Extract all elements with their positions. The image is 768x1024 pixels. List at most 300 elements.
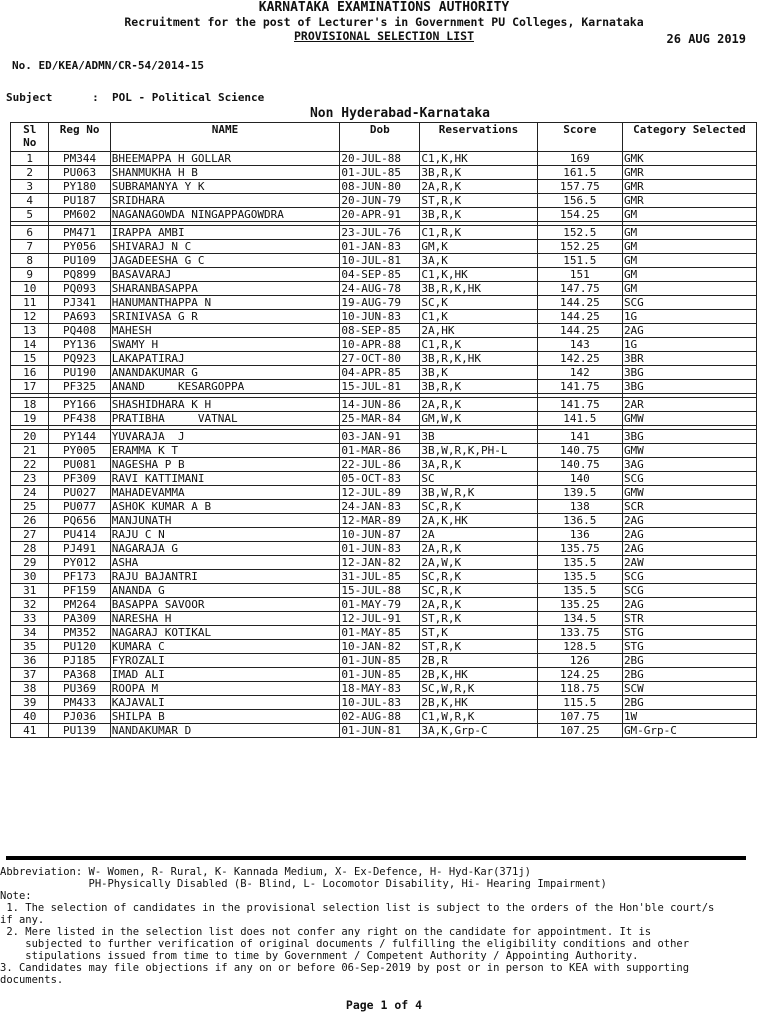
cell-score: 115.5 [537, 696, 622, 710]
table-row [11, 310, 757, 324]
cell-dob: 10-JUN-87 [340, 528, 420, 542]
cell-category: GMR [622, 180, 756, 194]
cell-dob: 12-JUL-89 [340, 486, 420, 500]
cell-score: 141.5 [537, 412, 622, 426]
cell-reservations: GM,W,K [420, 412, 537, 426]
table-row [11, 696, 757, 710]
cell-category: SCG [622, 472, 756, 486]
cell-sl-no: 40 [11, 710, 49, 724]
cell-reservations: C1,K,HK [420, 268, 537, 282]
cell-sl-no: 20 [11, 430, 49, 444]
cell-sl-no: 30 [11, 570, 49, 584]
cell-name: SRIDHARA [110, 194, 340, 208]
org-title: KARNATAKA EXAMINATIONS AUTHORITY [258, 0, 510, 15]
cell-dob: 01-JUL-85 [340, 166, 420, 180]
cell-reservations: 2A,W,K [420, 556, 537, 570]
cell-reg-no: PF173 [49, 570, 110, 584]
cell-name: SHANMUKHA H B [110, 166, 340, 180]
cell-sl-no: 25 [11, 500, 49, 514]
cell-dob: 01-MAY-85 [340, 626, 420, 640]
selection-table [10, 122, 757, 738]
table-row [11, 380, 757, 394]
recruitment-subtitle: Recruitment for the post of Lecturer's in Government PU Colleges, Karnataka [124, 15, 644, 29]
cell-category: SCG [622, 584, 756, 598]
cell-category: GMW [622, 444, 756, 458]
cell-sl-no: 7 [11, 240, 49, 254]
cell-dob: 03-JAN-91 [340, 430, 420, 444]
cell-category: SCR [622, 500, 756, 514]
cell-dob: 31-JUL-85 [340, 570, 420, 584]
cell-score: 134.5 [537, 612, 622, 626]
cell-category: 2AG [622, 528, 756, 542]
cell-reservations: GM,K [420, 240, 537, 254]
table-row [11, 240, 757, 254]
cell-reg-no: PU063 [49, 166, 110, 180]
cell-dob: 10-JAN-82 [340, 640, 420, 654]
cell-reg-no: PY056 [49, 240, 110, 254]
cell-score: 135.5 [537, 570, 622, 584]
cell-reservations: 3B,R,K [420, 208, 537, 222]
col-score: Score [537, 123, 622, 152]
cell-reservations: 2B,K,HK [420, 668, 537, 682]
cell-sl-no: 14 [11, 338, 49, 352]
cell-dob: 15-JUL-81 [340, 380, 420, 394]
cell-name: RAVI KATTIMANI [110, 472, 340, 486]
cell-score: 133.75 [537, 626, 622, 640]
cell-category: 2AG [622, 598, 756, 612]
cell-score: 126 [537, 654, 622, 668]
cell-sl-no: 16 [11, 366, 49, 380]
cell-category: 2AG [622, 542, 756, 556]
cell-sl-no: 27 [11, 528, 49, 542]
cell-dob: 19-AUG-79 [340, 296, 420, 310]
table-row [11, 584, 757, 598]
note-3: 3. Candidates may file objections if any on or before 06-Sep-2019 by post or in person to KEA with supporting [0, 962, 690, 974]
table-row [11, 570, 757, 584]
cell-score: 141 [537, 430, 622, 444]
cell-reg-no: PM433 [49, 696, 110, 710]
table-row [11, 500, 757, 514]
cell-sl-no: 17 [11, 380, 49, 394]
cell-reservations: ST,R,K [420, 612, 537, 626]
table-row [11, 166, 757, 180]
cell-score: 154.25 [537, 208, 622, 222]
note-2-cont-a: subjected to further verification of original documents / fulfilling the eligibility conditions and other [0, 938, 690, 950]
table-row [11, 444, 757, 458]
cell-category: SCG [622, 296, 756, 310]
cell-dob: 12-JAN-82 [340, 556, 420, 570]
table-row [11, 472, 757, 486]
cell-sl-no: 37 [11, 668, 49, 682]
cell-reg-no: PQ923 [49, 352, 110, 366]
list-date: 26 AUG 2019 [666, 32, 746, 46]
cell-name: ASHOK KUMAR A B [110, 500, 340, 514]
cell-category: 2BG [622, 668, 756, 682]
table-row [11, 430, 757, 444]
cell-reg-no: PA368 [49, 668, 110, 682]
cell-score: 156.5 [537, 194, 622, 208]
cell-reg-no: PU414 [49, 528, 110, 542]
cell-dob: 01-MAR-86 [340, 444, 420, 458]
cell-name: HANUMANTHAPPA N [110, 296, 340, 310]
cell-reservations: SC,R,K [420, 500, 537, 514]
cell-dob: 01-JUN-85 [340, 668, 420, 682]
cell-name: NAGARAJA G [110, 542, 340, 556]
cell-score: 124.25 [537, 668, 622, 682]
cell-category: STG [622, 626, 756, 640]
cell-score: 138 [537, 500, 622, 514]
cell-sl-no: 23 [11, 472, 49, 486]
cell-reservations: 3B,R,K [420, 166, 537, 180]
cell-reservations: 2A,HK [420, 324, 537, 338]
cell-score: 140.75 [537, 458, 622, 472]
subject-value: POL - Political Science [111, 91, 265, 104]
cell-reservations: C1,K [420, 310, 537, 324]
cell-name: LAKAPATIRAJ [110, 352, 340, 366]
cell-dob: 01-JUN-81 [340, 724, 420, 738]
table-row [11, 254, 757, 268]
cell-name: FYROZALI [110, 654, 340, 668]
cell-dob: 04-SEP-85 [340, 268, 420, 282]
cell-score: 139.5 [537, 486, 622, 500]
table-row [11, 398, 757, 412]
cell-score: 141.75 [537, 380, 622, 394]
cell-category: 1G [622, 338, 756, 352]
table-row [11, 268, 757, 282]
table-row [11, 226, 757, 240]
cell-reservations: 3B,K [420, 366, 537, 380]
cell-name: SUBRAMANYA Y K [110, 180, 340, 194]
cell-dob: 20-JUL-88 [340, 152, 420, 166]
cell-reg-no: PU139 [49, 724, 110, 738]
cell-name: JAGADEESHA G C [110, 254, 340, 268]
cell-score: 107.25 [537, 724, 622, 738]
table-row [11, 208, 757, 222]
cell-category: 2BG [622, 654, 756, 668]
col-name: NAME [110, 123, 340, 152]
note-3-cont: documents. [0, 974, 64, 986]
cell-category: 3AG [622, 458, 756, 472]
cell-sl-no: 3 [11, 180, 49, 194]
cell-reservations: 2A,K,HK [420, 514, 537, 528]
cell-dob: 01-MAY-79 [340, 598, 420, 612]
cell-dob: 24-AUG-78 [340, 282, 420, 296]
cell-sl-no: 6 [11, 226, 49, 240]
table-row [11, 324, 757, 338]
document-number: No. ED/KEA/ADMN/CR-54/2014-15 [12, 59, 205, 72]
cell-sl-no: 4 [11, 194, 49, 208]
cell-score: 135.5 [537, 584, 622, 598]
cell-category: 2AR [622, 398, 756, 412]
cell-score: 135.75 [537, 542, 622, 556]
cell-name: PRATIBHA VATNAL [110, 412, 340, 426]
cell-reservations: 3B [420, 430, 537, 444]
cell-sl-no: 32 [11, 598, 49, 612]
cell-score: 143 [537, 338, 622, 352]
cell-reg-no: PA693 [49, 310, 110, 324]
table-row [11, 626, 757, 640]
col-reg-no: Reg No [49, 123, 110, 152]
cell-name: RAJU BAJANTRI [110, 570, 340, 584]
cell-reservations: ST,R,K [420, 640, 537, 654]
cell-dob: 12-JUL-91 [340, 612, 420, 626]
cell-reservations: 3B,R,K,HK [420, 282, 537, 296]
table-row [11, 194, 757, 208]
cell-reg-no: PF309 [49, 472, 110, 486]
cell-reservations: 3B,W,R,K,PH-L [420, 444, 537, 458]
cell-reservations: SC,W,R,K [420, 682, 537, 696]
cell-reg-no: PY180 [49, 180, 110, 194]
cell-sl-no: 26 [11, 514, 49, 528]
table-row [11, 710, 757, 724]
cell-reservations: 3A,R,K [420, 458, 537, 472]
cell-dob: 08-SEP-85 [340, 324, 420, 338]
cell-dob: 10-APR-88 [340, 338, 420, 352]
cell-reg-no: PY144 [49, 430, 110, 444]
cell-category: GMK [622, 152, 756, 166]
cell-sl-no: 21 [11, 444, 49, 458]
cell-reservations: 2B,K,HK [420, 696, 537, 710]
cell-dob: 27-OCT-80 [340, 352, 420, 366]
cell-dob: 01-JUN-83 [340, 542, 420, 556]
cell-score: 141.75 [537, 398, 622, 412]
cell-category: 1W [622, 710, 756, 724]
table-row [11, 654, 757, 668]
cell-dob: 05-OCT-83 [340, 472, 420, 486]
cell-sl-no: 39 [11, 696, 49, 710]
cell-reg-no: PY012 [49, 556, 110, 570]
list-title: PROVISIONAL SELECTION LIST [293, 29, 474, 43]
cell-reservations: SC,R,K [420, 584, 537, 598]
cell-sl-no: 34 [11, 626, 49, 640]
region-title: Non Hyderabad-Karnataka [309, 106, 490, 121]
cell-score: 144.25 [537, 310, 622, 324]
cell-sl-no: 28 [11, 542, 49, 556]
cell-score: 142 [537, 366, 622, 380]
cell-reg-no: PJ341 [49, 296, 110, 310]
cell-reg-no: PM602 [49, 208, 110, 222]
cell-sl-no: 33 [11, 612, 49, 626]
col-dob: Dob [340, 123, 420, 152]
cell-score: 147.75 [537, 282, 622, 296]
cell-sl-no: 11 [11, 296, 49, 310]
cell-name: NAGANAGOWDA NINGAPPAGOWDRA [110, 208, 340, 222]
cell-sl-no: 24 [11, 486, 49, 500]
cell-reservations: 2A,R,K [420, 398, 537, 412]
cell-name: ROOPA M [110, 682, 340, 696]
footer-divider [6, 856, 746, 860]
cell-score: 161.5 [537, 166, 622, 180]
note-2-cont-b: stipulations issued from time to time by Government / Competent Authority / Appointing Authority. [0, 950, 639, 962]
cell-reservations: ST,K [420, 626, 537, 640]
cell-score: 135.5 [537, 556, 622, 570]
note-1: 1. The selection of candidates in the provisional selection list is subject to the orders of the Hon'ble court/s [0, 902, 715, 914]
subject-separator: : [92, 91, 99, 104]
cell-reg-no: PQ408 [49, 324, 110, 338]
cell-name: IRAPPA AMBI [110, 226, 340, 240]
cell-reg-no: PU190 [49, 366, 110, 380]
cell-dob: 08-JUN-80 [340, 180, 420, 194]
note-1-cont: if any. [0, 914, 45, 926]
abbreviation-line-2: PH-Physically Disabled (B- Blind, L- Locomotor Disability, Hi- Hearing Impairment) [0, 878, 607, 890]
table-row [11, 352, 757, 366]
table-row [11, 458, 757, 472]
cell-category: SCW [622, 682, 756, 696]
table-row [11, 556, 757, 570]
cell-name: ANANDAKUMAR G [110, 366, 340, 380]
cell-reservations: 3B,R,K [420, 380, 537, 394]
cell-score: 144.25 [537, 324, 622, 338]
cell-sl-no: 5 [11, 208, 49, 222]
cell-sl-no: 2 [11, 166, 49, 180]
cell-reg-no: PJ491 [49, 542, 110, 556]
subject-line [6, 91, 264, 104]
table-row [11, 640, 757, 654]
cell-dob: 10-JUL-81 [340, 254, 420, 268]
table-row [11, 542, 757, 556]
cell-reservations: SC,K [420, 296, 537, 310]
cell-category: GMR [622, 194, 756, 208]
cell-score: 157.75 [537, 180, 622, 194]
cell-reg-no: PM352 [49, 626, 110, 640]
cell-sl-no: 36 [11, 654, 49, 668]
cell-dob: 20-JUN-79 [340, 194, 420, 208]
cell-category: GM [622, 208, 756, 222]
cell-sl-no: 35 [11, 640, 49, 654]
cell-score: 152.25 [537, 240, 622, 254]
cell-reg-no: PA309 [49, 612, 110, 626]
cell-sl-no: 31 [11, 584, 49, 598]
cell-score: 135.25 [537, 598, 622, 612]
cell-reservations: 3B,R,K,HK [420, 352, 537, 366]
cell-reservations: 2A [420, 528, 537, 542]
cell-name: KAJAVALI [110, 696, 340, 710]
cell-reservations: 2A,R,K [420, 598, 537, 612]
cell-name: SWAMY H [110, 338, 340, 352]
cell-dob: 04-APR-85 [340, 366, 420, 380]
cell-dob: 15-JUL-88 [340, 584, 420, 598]
cell-reg-no: PQ093 [49, 282, 110, 296]
table-row [11, 486, 757, 500]
cell-reg-no: PJ185 [49, 654, 110, 668]
table-row [11, 514, 757, 528]
cell-reservations: 2A,R,K [420, 542, 537, 556]
table-row [11, 724, 757, 738]
cell-category: GMW [622, 412, 756, 426]
cell-score: 136.5 [537, 514, 622, 528]
cell-name: NARESHA H [110, 612, 340, 626]
cell-score: 107.75 [537, 710, 622, 724]
cell-name: SHARANBASAPPA [110, 282, 340, 296]
cell-name: NAGESHA P B [110, 458, 340, 472]
cell-dob: 01-JUN-85 [340, 654, 420, 668]
col-category: Category Selected [622, 123, 756, 152]
cell-reg-no: PF438 [49, 412, 110, 426]
cell-dob: 14-JUN-86 [340, 398, 420, 412]
col-reservations: Reservations [420, 123, 537, 152]
cell-dob: 18-MAY-83 [340, 682, 420, 696]
cell-name: SHASHIDHARA K H [110, 398, 340, 412]
cell-name: BASAVARAJ [110, 268, 340, 282]
cell-category: 2BG [622, 696, 756, 710]
cell-reg-no: PU027 [49, 486, 110, 500]
table-row [11, 338, 757, 352]
cell-name: IMAD ALI [110, 668, 340, 682]
table-row [11, 296, 757, 310]
cell-dob: 02-AUG-88 [340, 710, 420, 724]
cell-reg-no: PJ036 [49, 710, 110, 724]
cell-dob: 24-JAN-83 [340, 500, 420, 514]
cell-sl-no: 9 [11, 268, 49, 282]
cell-reservations: 3A,K,Grp-C [420, 724, 537, 738]
cell-name: ANANDA G [110, 584, 340, 598]
cell-sl-no: 41 [11, 724, 49, 738]
cell-sl-no: 19 [11, 412, 49, 426]
cell-score: 118.75 [537, 682, 622, 696]
table-row [11, 612, 757, 626]
cell-name: KUMARA C [110, 640, 340, 654]
cell-category: SCG [622, 570, 756, 584]
cell-score: 151.5 [537, 254, 622, 268]
cell-reservations: 3A,K [420, 254, 537, 268]
cell-category: GM-Grp-C [622, 724, 756, 738]
cell-sl-no: 12 [11, 310, 49, 324]
cell-score: 152.5 [537, 226, 622, 240]
cell-category: GM [622, 240, 756, 254]
cell-category: 3BG [622, 430, 756, 444]
cell-sl-no: 18 [11, 398, 49, 412]
table-row [11, 682, 757, 696]
cell-reg-no: PY136 [49, 338, 110, 352]
cell-reservations: C1,R,K [420, 338, 537, 352]
cell-sl-no: 13 [11, 324, 49, 338]
cell-name: RAJU C N [110, 528, 340, 542]
cell-reservations: 2B,R [420, 654, 537, 668]
cell-score: 140.75 [537, 444, 622, 458]
cell-dob: 10-JUN-83 [340, 310, 420, 324]
cell-category: 3BR [622, 352, 756, 366]
cell-category: GM [622, 254, 756, 268]
cell-category: 3BG [622, 366, 756, 380]
cell-reg-no: PU369 [49, 682, 110, 696]
cell-score: 151 [537, 268, 622, 282]
cell-dob: 20-APR-91 [340, 208, 420, 222]
cell-reservations: SC [420, 472, 537, 486]
cell-reg-no: PM471 [49, 226, 110, 240]
cell-reg-no: PU120 [49, 640, 110, 654]
cell-dob: 22-JUL-86 [340, 458, 420, 472]
cell-sl-no: 15 [11, 352, 49, 366]
cell-reg-no: PM344 [49, 152, 110, 166]
cell-category: GMW [622, 486, 756, 500]
cell-name: SHILPA B [110, 710, 340, 724]
table-row [11, 528, 757, 542]
table-row [11, 668, 757, 682]
cell-name: MAHESH [110, 324, 340, 338]
cell-reservations: 2A,R,K [420, 180, 537, 194]
cell-reservations: 3B,W,R,K [420, 486, 537, 500]
cell-reservations: ST,R,K [420, 194, 537, 208]
cell-name: NAGARAJ KOTIKAL [110, 626, 340, 640]
cell-category: 2AG [622, 324, 756, 338]
abbreviation-line-1: Abbreviation: W- Women, R- Rural, K- Kannada Medium, X- Ex-Defence, H- Hyd-Kar(371j) [0, 866, 532, 878]
cell-dob: 01-JAN-83 [340, 240, 420, 254]
note-2: 2. Mere listed in the selection list does not confer any right on the candidate for appointment. It is [0, 926, 652, 938]
cell-category: 1G [622, 310, 756, 324]
table-row [11, 180, 757, 194]
note-label: Note: [0, 890, 32, 902]
cell-name: MANJUNATH [110, 514, 340, 528]
